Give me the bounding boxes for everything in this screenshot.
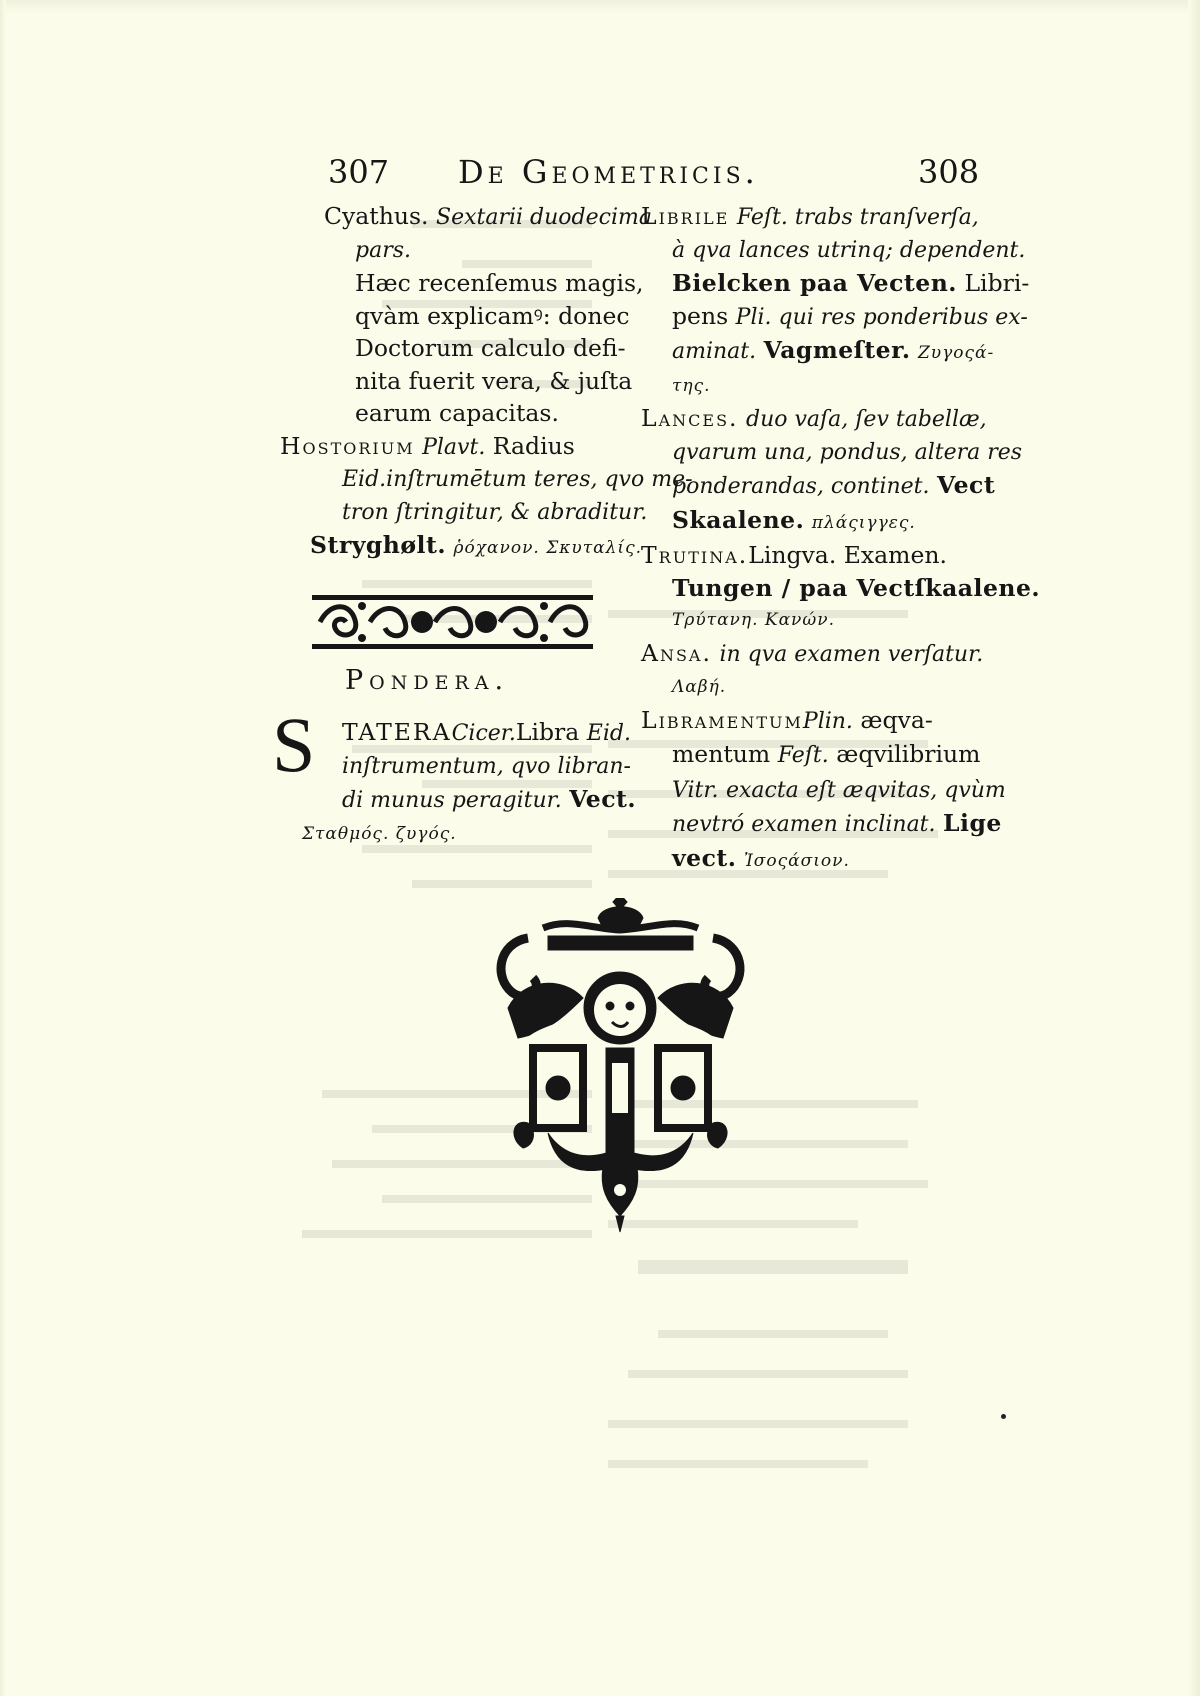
statera-line-1 [342, 716, 636, 751]
term-trutina: Trutina. [641, 541, 749, 569]
libramentum-greek: Ἰσοςάσιον. [743, 850, 850, 871]
statera-source: Cicer. [451, 721, 516, 746]
right-column [641, 200, 1041, 877]
statera-line-2: inſtrumentum, qvo libran- [342, 753, 631, 779]
term-statera: TATERA [342, 718, 452, 746]
hostorium-greek: ῥόχανον. Σκυταλίς. [453, 538, 642, 558]
libramentum-line-2-c: æqvilibrium [836, 740, 981, 768]
libramentum-line-3-a: Vitr. [672, 777, 719, 803]
winged-cherub-emblem [488, 898, 753, 1237]
lances-line-4 [644, 504, 1040, 540]
note-line-3: Doctorum calculo defi- [355, 334, 626, 362]
librile-line-3 [644, 267, 1040, 300]
lances-vernacular: Vect [937, 471, 996, 499]
ink-dot [1001, 1414, 1006, 1419]
cyathus-definition: Sextarii duodecima [436, 205, 652, 230]
lances-skaalene: Skaalene. [672, 505, 805, 534]
trutina-vernacular: Tungen / paa Vectſkaalene. [672, 573, 1041, 602]
librile-vernacular: Bielcken paa Vecten. [672, 269, 957, 297]
entry-cyathus [324, 200, 693, 235]
librile-line-4-b: Pli. qui res ponderibus ex- [735, 304, 1028, 330]
drop-cap: S [272, 701, 316, 788]
entry-librile [641, 200, 1040, 235]
librile-line-4-a: pens [672, 301, 729, 330]
term-hostorium: Hostorium [280, 431, 415, 460]
libramentum-vect: vect. [672, 843, 737, 872]
libramentum-line-1: æqva- [860, 705, 933, 734]
librile-line-5 [644, 334, 1040, 370]
libramentum-line-2-a: mentum [672, 740, 771, 768]
hostorium-vernacular: Stryghølt. [310, 531, 447, 559]
entry-libramentum [641, 704, 1040, 739]
term-cyathus: Cyathus. [324, 202, 429, 230]
statera-greek: Σταθμός. ζυγός. [302, 823, 457, 844]
librile-line-1: Feſt. trabs tranſverſa, [736, 205, 979, 230]
hostorium-source: Plavt. [422, 434, 486, 460]
lances-line-1: duo vaſa, ſev tabellæ, [746, 407, 987, 432]
libramentum-line-5 [644, 842, 1040, 878]
scan-edge-top [0, 0, 1200, 14]
statera-vernacular: Vect. [569, 785, 637, 813]
note-line-4: nita fuerit vera, & juſta [355, 366, 633, 395]
trutina-greek: Τρύτανη. Κανών. [672, 610, 835, 630]
note-line-1: Hæc recenſemus magis, [355, 269, 644, 297]
lances-greek: πλάςιγγες. [811, 512, 916, 533]
libramentum-line-4-a: nevtró examen inclinat. [672, 812, 936, 837]
term-lances: Lances. [641, 404, 739, 432]
statera-source-2: Eid. [586, 721, 631, 746]
section-title-pondera: Pondera. [345, 665, 510, 696]
libramentum-line-3 [644, 773, 1040, 808]
libramentum-line-2 [644, 738, 1040, 773]
statera-translation: Libra [515, 718, 580, 746]
hostorium-line-4 [310, 529, 693, 565]
lances-line-3-a: ponderandas, continet. [672, 474, 930, 499]
entry-ansa [641, 637, 1040, 672]
entry-lances [641, 402, 1040, 437]
ansa-greek: Λαβή. [672, 677, 727, 697]
librile-line-5-a: aminat. [672, 339, 757, 364]
page-number-right: 308 [918, 153, 980, 191]
hostorium-translation: Radius [492, 431, 575, 460]
entry-hostorium [280, 430, 693, 465]
trutina-line-1: Lingva. Examen. [748, 541, 947, 569]
libramentum-line-3-b: exacta eſt æqvitas, qvùm [725, 777, 1006, 803]
hostorium-line-2: Eid.inſtrumētum teres, qvo me- [342, 467, 693, 492]
term-ansa: Ansa. [641, 638, 712, 667]
lances-line-2: qvarum una, pondus, altera res [672, 439, 1023, 465]
term-libramentum: Libramentum [641, 705, 803, 734]
running-head: De Geometricis. [458, 153, 759, 191]
ansa-line-1: in qva examen verſatur. [719, 641, 984, 667]
libramentum-vernacular: Lige [943, 809, 1002, 837]
libramentum-source: Plin. [802, 708, 853, 734]
note-line-5: earum capacitas. [355, 399, 559, 427]
term-librile: Librile [641, 202, 730, 230]
lances-line-3 [644, 469, 1040, 504]
hostorium-line-3: tron ſtringitur, & abraditur. [342, 499, 648, 525]
page-number-left: 307 [328, 153, 390, 191]
librile-greek: Ζυγοςά- [917, 343, 995, 363]
statera-line-3-text: di munus peragitur. [342, 788, 562, 813]
libramentum-line-4 [644, 807, 1040, 842]
floral-band-ornament [310, 592, 595, 656]
scan-edge-right [1188, 0, 1200, 1696]
cyathus-definition-cont: pars. [355, 237, 411, 263]
entry-trutina [641, 539, 1040, 572]
librile-greek-cont: της. [672, 375, 711, 396]
scan-edge-left [0, 0, 6, 1696]
librile-line-4 [644, 300, 1040, 335]
libramentum-line-2-b: Feſt. [777, 743, 829, 768]
statera-line-3 [342, 783, 636, 818]
librile-line-2: à qva lances utrinq; dependent. [672, 237, 1026, 263]
entry-statera [302, 716, 637, 850]
note-line-2: qvàm explicamꝰ: donec [355, 301, 630, 330]
librile-vagmester: Vagmeſter. [763, 336, 911, 364]
left-column [280, 200, 693, 565]
librile-libripens: Libri- [964, 269, 1030, 297]
